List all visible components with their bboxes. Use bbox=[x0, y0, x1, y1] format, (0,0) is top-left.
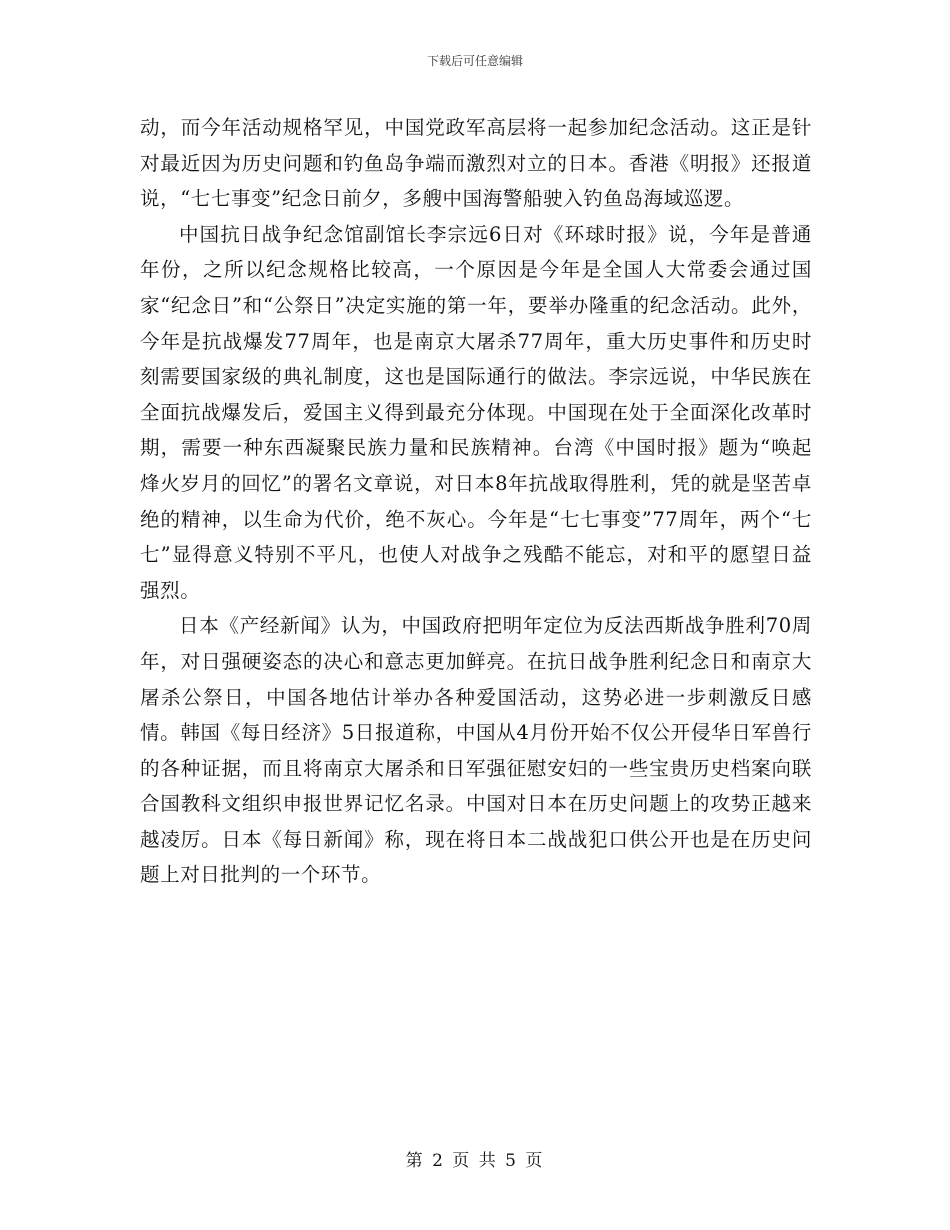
document-body bbox=[140, 110, 812, 893]
paragraph-1: 动，而今年活动规格罕见，中国党政军高层将一起参加纪念活动。这正是针对最近因为历史问题和钓鱼岛争端而激烈对立的日本。香港《明报》还报道说，“七七事变”纪念日前夕，多艘中国海警船驶入钓鱼岛海域巡逻。 bbox=[140, 116, 812, 211]
page-header: 下载后可任意编辑 bbox=[426, 54, 523, 68]
page-number-footer: 第 2 页 共 5 页 bbox=[405, 1151, 545, 1171]
paragraph-2: 中国抗日战争纪念馆副馆长李宗远6日对《环球时报》说，今年是普通年份，之所以纪念规格比较高，一个原因是今年是全国人大常委会通过国家“纪念日”和“公祭日”决定实施的第一年，要举办隆重的纪念活动。此外，今年是抗战爆发77周年，也是南京大屠杀77周年，重大历史事件和历史时刻需要国家级的典礼制度，这也是国际通行的做法。李宗远说，中华民族在全面抗战爆发后，爱国主义得到最充分体现。中国现在处于全面深化改革时期，需要一种东西凝聚民族力量和民族精神。台湾《中国时报》题为“唤起烽火岁月的回忆”的署名文章说，对日本8年抗战取得胜利，凭的就是坚苦卓绝的精神，以生命为代价，绝不灰心。今年是“七七事变”77周年，两个“七七”显得意义特别不平凡，也使人对战争之残酷不能忘，对和平的愿望日益强烈。 bbox=[140, 222, 812, 602]
paragraph-3: 日本《产经新闻》认为，中国政府把明年定位为反法西斯战争胜利70周年，对日强硬姿态的决心和意志更加鲜亮。在抗日战争胜利纪念日和南京大屠杀公祭日，中国各地估计举办各种爱国活动，这势必进一步刺激反日感情。韩国《每日经济》5日报道称，中国从4月份开始不仅公开侵华日军兽行的各种证据，而且将南京大屠杀和日军强征慰安妇的一些宝贵历史档案向联合国教科文组织申报世界记忆名录。中国对日本在历史问题上的攻势正越来越凌厉。日本《每日新闻》称，现在将日本二战战犯口供公开也是在历史问题上对日批判的一个环节。 bbox=[140, 614, 812, 887]
